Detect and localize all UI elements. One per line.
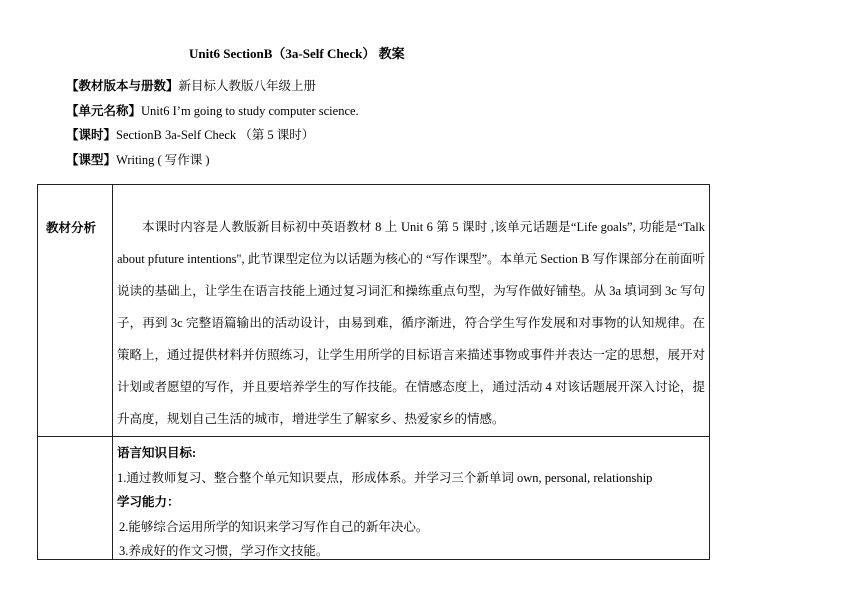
meta-key: 【单元名称】 — [66, 104, 142, 118]
goal-item: 3.养成好的作文习惯，学习作文技能。 — [119, 544, 329, 558]
lesson-plan-table — [37, 184, 710, 560]
meta-value: Unit6 I’m going to study computer science. — [141, 104, 359, 118]
meta-key: 【课时】 — [66, 128, 117, 142]
meta-key: 【课型】 — [66, 153, 117, 167]
page-title: Unit6 SectionB（3a-Self Check） 教案 — [189, 46, 405, 61]
analysis-text: 本课时内容是人教版新目标初中英语教材 8 上 Unit 6 第 5 课时 ,该单元话题是“Life goals”, 功能是“Talk about pfuture intentions", 此节课型定位为以话题为核心的 “写作课型”。本单元 Section B 写作课部分在前面听说读的基础上，让学生在语言技能上通过复习词汇和操练重点句型，为写作做好铺垫。从 3a 填词到 3c 写句子，再到 3c 完整语篇输出的活动设计，由易到难，循序渐进，符合学生写作发展和对事物的认知规律。在策略上，通过提供材料并仿照练习，让学生用所学的目标语言来描述事物或事件并表达一定的思想，展开对计划或者愿望的写作，并且要培养学生的写作技能。在情感态度上，通过活动 4 对该话题展开深入讨论，提升高度，规划自己生活的城市，增进学生了解家乡、热爱家乡的情感。 — [117, 220, 705, 426]
meta-value: 新目标人教版八年级上册 — [178, 79, 317, 93]
goals-cell — [117, 441, 705, 564]
meta-lesson-type — [66, 150, 210, 168]
language-goal-heading: 语言知识目标: — [117, 446, 197, 460]
meta-textbook-version — [66, 76, 316, 94]
goal-item: 1.通过教师复习、整合整个单元知识要点，形成体系。并学习三个新单词 own, personal, relationship — [117, 470, 653, 485]
analysis-label: 教材分析 — [46, 221, 97, 235]
meta-key: 【教材版本与册数】 — [66, 79, 179, 93]
meta-value: SectionB 3a-Self Check （第 5 课时） — [116, 128, 315, 142]
analysis-cell — [117, 211, 705, 435]
learning-ability-heading: 学习能力： — [117, 495, 180, 509]
meta-unit-name — [66, 101, 359, 119]
row-divider — [38, 436, 709, 437]
meta-value: Writing ( 写作课 ) — [116, 153, 210, 167]
column-divider — [112, 185, 113, 559]
meta-lesson — [66, 125, 314, 143]
goal-item: 2.能够综合运用所学的知识来学习写作自己的新年决心。 — [119, 519, 429, 534]
